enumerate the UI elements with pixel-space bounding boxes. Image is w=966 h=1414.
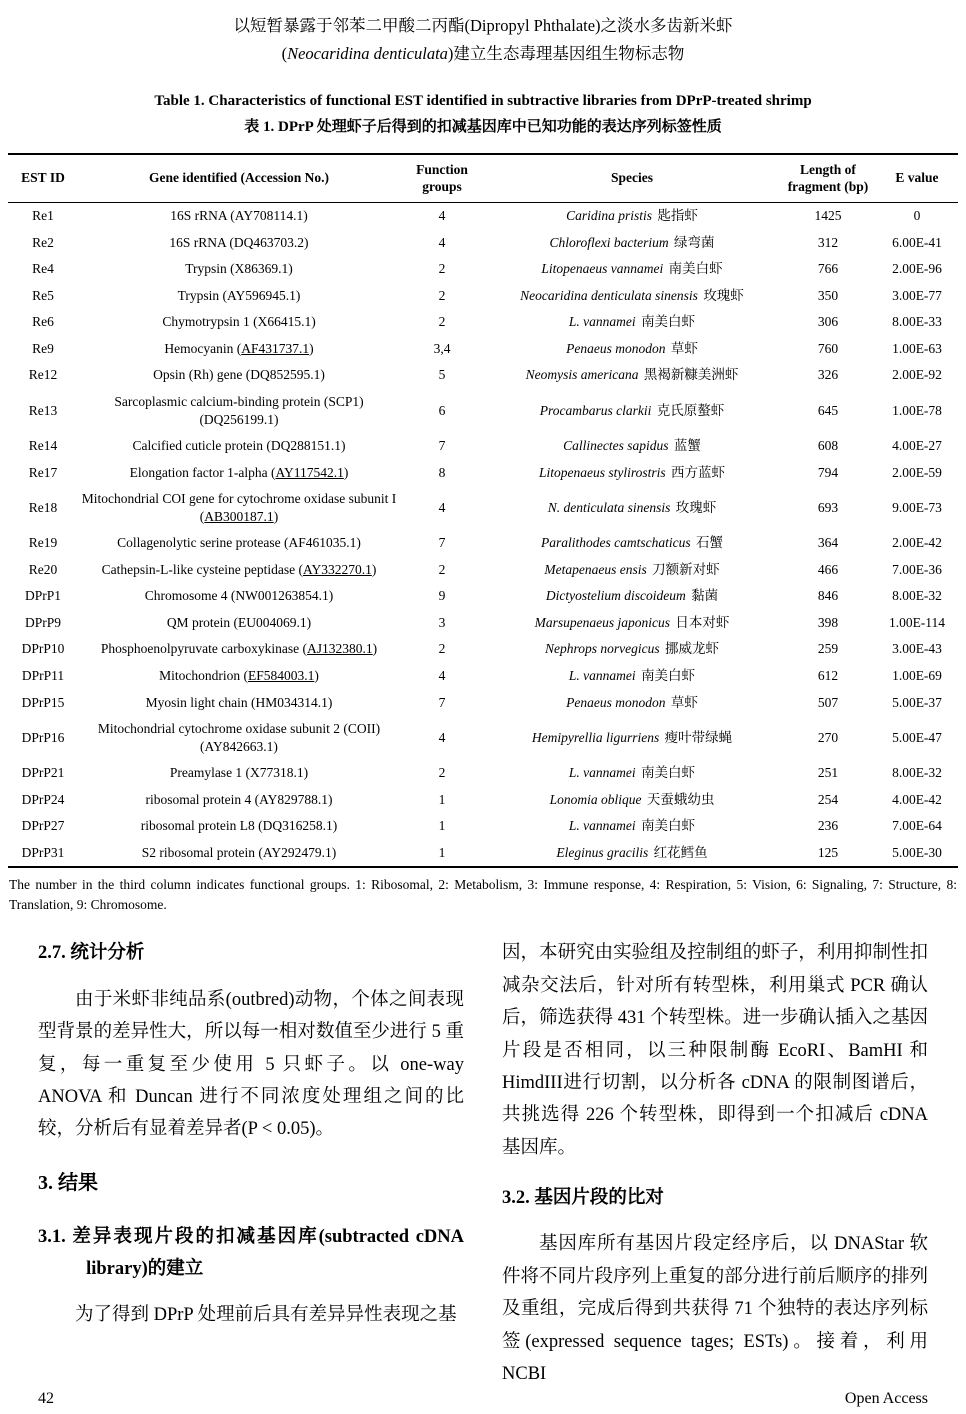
est-table-body [8, 202, 958, 867]
species-chinese: 南美白虾 [668, 261, 723, 277]
est-id-cell: Re12 [28, 367, 58, 383]
species-cell [484, 282, 780, 309]
species-latin: N. denticulata sinensis [547, 499, 671, 515]
table-row [8, 813, 958, 840]
species-chinese: 红花鳕鱼 [653, 844, 708, 860]
species-chinese: 天蚕蛾幼虫 [646, 791, 715, 807]
species-cell [484, 636, 780, 663]
function-group-cell: 1 [438, 844, 446, 860]
species-cell [484, 689, 780, 716]
est-id-cell: Re13 [28, 402, 58, 418]
body-column-right [502, 937, 928, 1390]
fragment-length-cell: 612 [817, 668, 839, 684]
section-heading-3-2: 3.2. 基因片段的比对 [502, 1188, 664, 1209]
paper-title-line2 [8, 40, 958, 68]
species-latin: Chloroflexi bacterium [549, 234, 669, 250]
table-row [8, 609, 958, 636]
fragment-length-cell: 693 [817, 499, 839, 515]
species-latin: Callinectes sapidus [563, 438, 669, 454]
table-row [8, 663, 958, 690]
gene-cell: Opsin (Rh) gene (DQ852595.1) [153, 367, 325, 383]
function-group-cell: 1 [438, 791, 446, 807]
paragraph-library-start: 为了得到 DPrP 处理前后具有差异异性表现之基 [75, 1305, 457, 1326]
fragment-length-cell: 312 [817, 234, 839, 250]
fragment-length-cell: 766 [817, 261, 839, 277]
evalue-cell: 6.00E-41 [892, 234, 942, 250]
fragment-length-cell: 326 [817, 367, 839, 383]
gene-cell: Trypsin (X86369.1) [185, 261, 293, 277]
page-footer [38, 1390, 928, 1408]
evalue-cell: 0 [913, 208, 921, 224]
section-heading-3: 3. 结果 [38, 1171, 98, 1194]
col-header-evalue: E value [876, 154, 958, 203]
est-id-cell: Re2 [32, 234, 54, 250]
species-latin: Caridina pristis [566, 208, 652, 224]
species-chinese: 瘦叶带绿蝇 [664, 729, 733, 745]
species-chinese: 石蟹 [696, 535, 723, 551]
table-row [8, 636, 958, 663]
evalue-cell: 7.00E-36 [892, 561, 942, 577]
species-latin: Paralithodes camtschaticus [541, 535, 691, 551]
fragment-length-cell: 350 [817, 287, 839, 303]
species-latin: Penaeus monodon [566, 340, 666, 356]
evalue-cell: 4.00E-42 [892, 791, 942, 807]
col-header-fragment-length: Length of fragment (bp) [780, 154, 876, 203]
fragment-length-cell: 760 [817, 340, 839, 356]
evalue-cell: 9.00E-73 [892, 499, 942, 515]
table-row [8, 202, 958, 229]
accession-underlined: EF584003.1 [247, 668, 315, 684]
evalue-cell: 1.00E-114 [888, 614, 946, 630]
fragment-length-cell: 306 [817, 314, 839, 330]
species-cell [484, 335, 780, 362]
section-heading-2-7: 2.7. 统计分析 [38, 943, 145, 964]
species-chinese: 刀额新对虾 [652, 561, 720, 577]
function-group-cell: 2 [438, 765, 446, 781]
paper-title-line2-post: )建立生态毒理基因组生物标志物 [447, 44, 685, 64]
paper-title [8, 12, 958, 68]
fragment-length-cell: 398 [817, 614, 839, 630]
function-group-cell: 4 [438, 499, 446, 515]
evalue-cell: 1.00E-63 [892, 340, 942, 356]
gene-cell: Myosin light chain (HM034314.1) [145, 694, 333, 710]
est-id-cell: Re14 [28, 438, 58, 454]
accession-underlined: AY332270.1 [302, 561, 372, 577]
table-row [8, 389, 958, 433]
species-cell [484, 486, 780, 530]
species-chinese: 南美白虾 [641, 818, 696, 834]
species-latin: L. vannamei [568, 314, 636, 330]
table-row [8, 433, 958, 460]
table-row [8, 335, 958, 362]
gene-cell: Mitochondrion (EF584003.1) [159, 668, 319, 684]
evalue-cell: 4.00E-27 [892, 438, 942, 454]
fragment-length-cell: 251 [817, 765, 839, 781]
function-group-cell: 5 [438, 367, 446, 383]
fragment-length-cell: 1425 [814, 208, 842, 224]
est-id-cell: Re5 [32, 287, 54, 303]
species-chinese: 黑褐新糠美洲虾 [643, 367, 739, 383]
table-row [8, 556, 958, 583]
function-group-cell: 4 [438, 668, 446, 684]
est-id-cell: DPrP16 [21, 729, 65, 745]
fragment-length-cell: 507 [817, 694, 839, 710]
evalue-cell: 8.00E-33 [892, 314, 942, 330]
function-group-cell: 8 [438, 464, 446, 480]
function-group-cell: 2 [438, 287, 446, 303]
fragment-length-cell: 364 [817, 535, 839, 551]
est-id-cell: Re1 [32, 208, 54, 224]
est-id-cell: DPrP31 [21, 844, 65, 860]
est-id-cell: DPrP21 [21, 765, 65, 781]
species-latin: Penaeus monodon [566, 694, 666, 710]
function-group-cell: 7 [438, 694, 446, 710]
gene-cell: Cathepsin-L-like cysteine peptidase (AY332270.1) [101, 561, 377, 577]
function-group-cell: 2 [438, 314, 446, 330]
function-group-cell: 3,4 [433, 340, 451, 356]
est-id-cell: DPrP11 [21, 668, 65, 684]
est-id-cell: Re4 [32, 261, 54, 277]
fragment-length-cell: 466 [817, 561, 839, 577]
species-chinese: 黏菌 [691, 588, 719, 604]
species-chinese: 西方蓝虾 [671, 464, 726, 480]
gene-cell: ribosomal protein 4 (AY829788.1) [145, 791, 333, 807]
body-columns [38, 937, 928, 1390]
table-row [8, 530, 958, 557]
table-row [8, 229, 958, 256]
species-chinese: 玫瑰虾 [703, 287, 744, 303]
species-cell [484, 663, 780, 690]
table-row [8, 716, 958, 760]
species-cell [484, 813, 780, 840]
table-row [8, 256, 958, 283]
est-id-cell: DPrP1 [24, 588, 61, 604]
function-group-cell: 7 [438, 438, 446, 454]
est-id-cell: Re19 [28, 535, 58, 551]
species-chinese: 匙指虾 [657, 208, 698, 224]
paper-title-species-italic: Neocaridina denticulata [287, 44, 448, 64]
species-chinese: 南美白虾 [641, 668, 696, 684]
col-header-species: Species [484, 154, 780, 203]
table-row [8, 459, 958, 486]
table-row [8, 760, 958, 787]
table-caption [8, 88, 958, 141]
paper-title-line1: 以短暂暴露于邻苯二甲酸二丙酯(Dipropyl Phthalate)之淡水多齿新米虾 [233, 16, 733, 35]
species-latin: L. vannamei [568, 818, 636, 834]
evalue-cell: 3.00E-77 [892, 287, 942, 303]
function-group-cell: 2 [438, 641, 446, 657]
fragment-length-cell: 125 [817, 844, 839, 860]
species-chinese: 克氏原螯虾 [656, 402, 725, 418]
col-header-gene: Gene identified (Accession No.) [78, 154, 400, 203]
table-row [8, 583, 958, 610]
est-id-cell: Re9 [32, 340, 54, 356]
species-latin: Procambarus clarkii [539, 402, 652, 418]
accession-underlined: AJ132380.1 [307, 641, 373, 657]
species-chinese: 挪威龙虾 [665, 641, 719, 657]
species-cell [484, 839, 780, 867]
species-cell [484, 362, 780, 389]
species-cell [484, 256, 780, 283]
gene-cell: Collagenolytic serine protease (AF461035.1) [117, 535, 361, 551]
gene-cell: 16S rRNA (AY708114.1) [170, 208, 308, 224]
species-latin: Litopenaeus vannamei [541, 261, 664, 277]
function-group-cell: 2 [438, 561, 446, 577]
section-heading-3-1: 3.1. 差异表现片段的扣减基因库(subtracted cDNA library)的建立 [38, 1226, 464, 1280]
evalue-cell: 5.00E-47 [892, 729, 942, 745]
fragment-length-cell: 236 [817, 818, 839, 834]
page-number: 42 [38, 1390, 54, 1408]
species-latin: Dictyostelium discoideum [545, 588, 686, 604]
table-row [8, 486, 958, 530]
species-latin: Neocaridina denticulata sinensis [520, 287, 698, 303]
est-id-cell: Re17 [28, 464, 58, 480]
species-cell [484, 309, 780, 336]
col-header-est-id: EST ID [8, 154, 78, 203]
gene-cell: Phosphoenolpyruvate carboxykinase (AJ132380.1) [100, 641, 378, 657]
evalue-cell: 5.00E-37 [892, 694, 942, 710]
species-cell [484, 530, 780, 557]
gene-cell: Sarcoplasmic calcium-binding protein (SCP1) (DQ256199.1) [114, 394, 364, 427]
gene-cell: Calcified cuticle protein (DQ288151.1) [132, 438, 346, 454]
table-row [8, 309, 958, 336]
est-table [8, 153, 958, 868]
species-latin: L. vannamei [568, 765, 636, 781]
table-row [8, 282, 958, 309]
function-group-cell: 4 [438, 729, 446, 745]
table-caption-en: Table 1. Characteristics of functional EST identified in subtractive libraries from DPrP-treated shrimp [154, 93, 812, 110]
gene-cell: ribosomal protein L8 (DQ316258.1) [140, 818, 338, 834]
table-row [8, 362, 958, 389]
gene-cell: Mitochondrial COI gene for cytochrome oxidase subunit I (AB300187.1) [81, 491, 397, 524]
species-chinese: 南美白虾 [641, 314, 696, 330]
gene-cell: QM protein (EU004069.1) [166, 614, 312, 630]
paragraph-statistics: 由于米虾非纯品系(outbred)动物，个体之间表现型背景的差异性大，所以每一相对数值至少进行 5 重复，每一重复至少使用 5 只虾子。以 one-way ANOVA 和 Duncan 进行不同浓度处理组之间的比较，分析后有显着差异者(P < 0.05)。 [38, 989, 464, 1140]
evalue-cell: 2.00E-92 [892, 367, 942, 383]
evalue-cell: 8.00E-32 [892, 588, 942, 604]
gene-cell: Mitochondrial cytochrome oxidase subunit 2 (COII) (AY842663.1) [97, 721, 381, 754]
species-latin: Marsupenaeus japonicus [534, 614, 670, 630]
table-row [8, 689, 958, 716]
species-chinese: 玫瑰虾 [675, 499, 717, 515]
gene-cell: Trypsin (AY596945.1) [177, 287, 301, 303]
gene-cell: 16S rRNA (DQ463703.2) [169, 234, 309, 250]
gene-cell: Hemocyanin (AF431737.1) [164, 340, 314, 356]
est-id-cell: Re20 [28, 561, 58, 577]
fragment-length-cell: 608 [817, 438, 839, 454]
evalue-cell: 1.00E-69 [892, 668, 942, 684]
fragment-length-cell: 270 [817, 729, 839, 745]
gene-cell: Preamylase 1 (X77318.1) [169, 765, 309, 781]
table-row [8, 786, 958, 813]
species-cell [484, 459, 780, 486]
species-chinese: 草虾 [670, 694, 698, 710]
gene-cell: S2 ribosomal protein (AY292479.1) [141, 844, 337, 860]
function-group-cell: 2 [438, 261, 446, 277]
est-id-cell: DPrP9 [24, 614, 61, 630]
evalue-cell: 8.00E-32 [892, 765, 942, 781]
paragraph-alignment: 基因库所有基因片段定经序后，以 DNAStar 软件将不同片段序列上重复的部分进行前后顺序的排列及重组，完成后得到共获得 71 个独特的表达序列标签(expressed sequence tages; ESTs)。接着，利用 NCBI [502, 1234, 928, 1384]
evalue-cell: 7.00E-64 [892, 818, 942, 834]
col-header-function-groups: Function groups [400, 154, 484, 203]
gene-cell: Elongation factor 1-alpha (AY117542.1) [129, 464, 349, 480]
fragment-length-cell: 846 [817, 588, 839, 604]
gene-cell: Chymotrypsin 1 (X66415.1) [162, 314, 316, 330]
species-chinese: 日本对虾 [675, 614, 730, 630]
table-row [8, 839, 958, 867]
species-latin: Metapenaeus ensis [544, 561, 647, 577]
accession-underlined: AB300187.1 [204, 508, 274, 524]
function-group-cell: 6 [438, 402, 446, 418]
function-group-cell: 9 [438, 588, 446, 604]
function-group-cell: 1 [438, 818, 446, 834]
species-latin: Eleginus gracilis [556, 844, 649, 860]
fragment-length-cell: 259 [817, 641, 839, 657]
species-cell [484, 583, 780, 610]
est-table-head [8, 154, 958, 203]
function-group-cell: 3 [438, 614, 446, 630]
table-header-row [8, 154, 958, 203]
est-id-cell: DPrP15 [21, 694, 65, 710]
est-id-cell: Re18 [28, 499, 58, 515]
evalue-cell: 2.00E-96 [892, 261, 942, 277]
fragment-length-cell: 794 [817, 464, 839, 480]
paper-title-line2-pre: ( [281, 44, 288, 64]
table-footnote: The number in the third column indicates functional groups. 1: Ribosomal, 2: Metabolism, 3: Immune response, 4: Respiration, 5: Vision, 6: Signaling, 7: Structure, 8: Translation, 9: Chromosome. [9, 876, 957, 913]
function-group-cell: 4 [438, 208, 446, 224]
gene-cell: Chromosome 4 (NW001263854.1) [144, 588, 334, 604]
function-group-cell: 7 [438, 535, 446, 551]
accession-underlined: AF431737.1 [241, 340, 310, 356]
est-id-cell: Re6 [32, 314, 54, 330]
table-caption-cn: 表 1. DPrP 处理虾子后得到的扣减基因库中已知功能的表达序列标签性质 [244, 119, 722, 136]
species-cell [484, 433, 780, 460]
species-cell [484, 716, 780, 760]
species-chinese: 草虾 [670, 340, 698, 356]
species-cell [484, 556, 780, 583]
paragraph-library-continued: 因，本研究由实验组及控制组的虾子，利用抑制性扣减杂交法后，针对所有转型株，利用巢式 PCR 确认后，筛选获得 431 个转型株。进一步确认插入之基因片段是否相同，以三种限制酶 EcoRI、BamHI 和 HimdIII进行切割，以分析各 cDNA 的限制图谱后，共挑选得 226 个转型株，即得到一个扣减后 cDNA 基因库。 [502, 943, 928, 1158]
accession-underlined: AY117542.1 [275, 464, 344, 480]
fragment-length-cell: 254 [817, 791, 839, 807]
evalue-cell: 3.00E-43 [892, 641, 942, 657]
species-latin: Nephrops norvegicus [544, 641, 660, 657]
evalue-cell: 2.00E-59 [892, 464, 942, 480]
evalue-cell: 5.00E-30 [892, 844, 942, 860]
species-cell [484, 202, 780, 229]
species-chinese: 绿弯菌 [674, 234, 715, 250]
evalue-cell: 2.00E-42 [892, 535, 942, 551]
species-cell [484, 229, 780, 256]
species-cell [484, 389, 780, 433]
species-cell [484, 609, 780, 636]
species-chinese: 蓝蟹 [673, 438, 701, 454]
est-id-cell: DPrP24 [21, 791, 65, 807]
species-latin: Litopenaeus stylirostris [538, 464, 666, 480]
species-cell [484, 786, 780, 813]
species-latin: Hemipyrellia ligurriens [531, 729, 660, 745]
est-id-cell: DPrP10 [21, 641, 65, 657]
species-chinese: 南美白虾 [641, 765, 696, 781]
species-cell [484, 760, 780, 787]
est-id-cell: DPrP27 [21, 818, 65, 834]
species-latin: Lonomia oblique [549, 791, 642, 807]
species-latin: L. vannamei [568, 668, 636, 684]
open-access-label: Open Access [844, 1390, 928, 1408]
body-column-left [38, 937, 464, 1331]
species-latin: Neomysis americana [525, 367, 639, 383]
evalue-cell: 1.00E-78 [892, 402, 942, 418]
function-group-cell: 4 [438, 234, 446, 250]
fragment-length-cell: 645 [817, 402, 839, 418]
